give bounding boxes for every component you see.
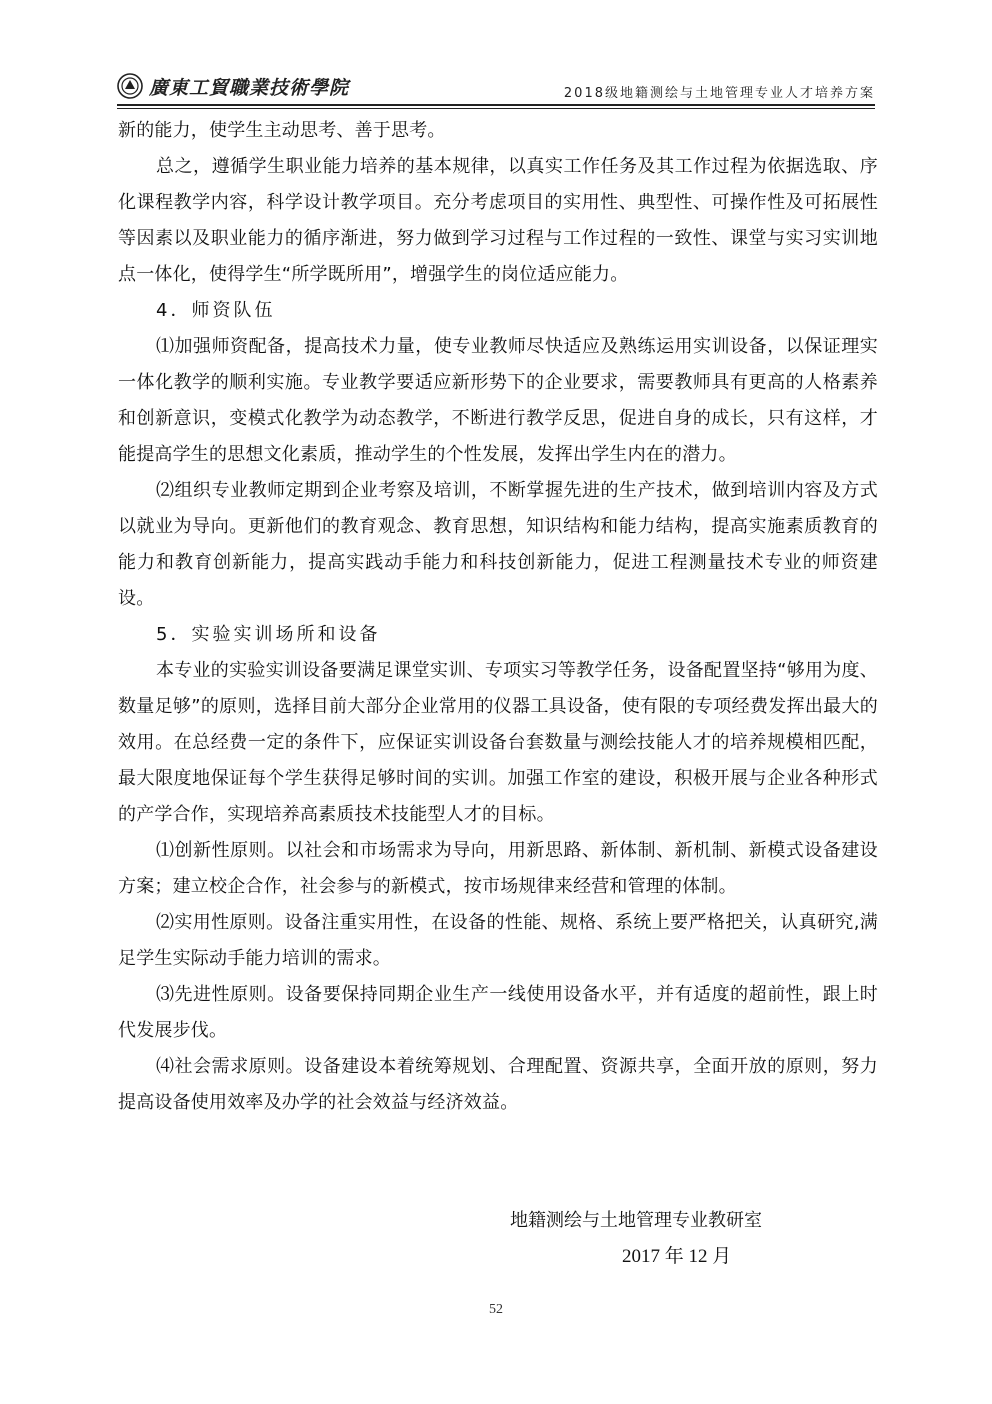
school-emblem-icon bbox=[117, 73, 143, 99]
section-heading: 5．实验实训场所和设备 bbox=[156, 624, 381, 645]
paragraph: ⑶先进性原则。设备要保持同期企业生产一线使用设备水平，并有适度的超前性，跟上时代发展步伐。 bbox=[118, 984, 878, 1041]
signature-department: 地籍测绘与土地管理专业教研室 bbox=[510, 1210, 762, 1231]
paragraph: ⑴加强师资配备，提高技术力量，使专业教师尽快适应及熟练运用实训设备，以保证理实一体化教学的顺利实施。专业教学要适应新形势下的企业要求，需要教师具有更高的人格素养和创新意识，变模式化教学为动态教学，不断进行教学反思，促进自身的成长，只有这样，才能提高学生的思想文化素质，推动学生的个性发展，发挥出学生内在的潜力。 bbox=[118, 336, 878, 465]
paragraph: 本专业的实验实训设备要满足课堂实训、专项实习等教学任务，设备配置坚持“够用为度、数量足够”的原则，选择目前大部分企业常用的仪器工具设备，使有限的专项经费发挥出最大的效用。在总经费一定的条件下，应保证实训设备台套数量与测绘技能人才的培养规模相匹配，最大限度地保证每个学生获得足够时间的实训。加强工作室的建设，积极开展与企业各种形式的产学合作，实现培养高素质技术技能型人才的目标。 bbox=[118, 660, 878, 825]
page-number: 52 bbox=[489, 1302, 503, 1317]
header-rule bbox=[117, 108, 875, 109]
paragraph: 总之，遵循学生职业能力培养的基本规律，以真实工作任务及其工作过程为依据选取、序化课程教学内容，科学设计教学项目。充分考虑项目的实用性、典型性、可操作性及可拓展性等因素以及职业能力的循序渐进，努力做到学习过程与工作过程的一致性、课堂与实习实训地点一体化，使得学生“所学既所用”，增强学生的岗位适应能力。 bbox=[118, 156, 878, 285]
paragraph: ⑷社会需求原则。设备建设本着统筹规划、合理配置、资源共享，全面开放的原则，努力提高设备使用效率及办学的社会效益与经济效益。 bbox=[118, 1056, 878, 1113]
paragraph: 新的能力，使学生主动思考、善于思考。 bbox=[118, 120, 446, 141]
paragraph: ⑵实用性原则。设备注重实用性，在设备的性能、规格、系统上要严格把关，认真研究,满足学生实际动手能力培训的需求。 bbox=[118, 912, 878, 969]
document-body bbox=[118, 113, 878, 1121]
document-title: 2018级地籍测绘与土地管理专业人才培养方案 bbox=[563, 86, 875, 101]
paragraph: ⑴创新性原则。以社会和市场需求为导向，用新思路、新体制、新机制、新模式设备建设方案；建立校企合作，社会参与的新模式，按市场规律来经营和管理的体制。 bbox=[118, 840, 878, 897]
section-heading: 4．师资队伍 bbox=[156, 300, 276, 321]
school-name: 廣東工貿職業技術學院 bbox=[149, 76, 350, 99]
school-logo bbox=[117, 71, 349, 101]
signature-date: 2017 年 12 月 bbox=[622, 1246, 732, 1267]
page-header bbox=[117, 68, 875, 106]
paragraph: ⑵组织专业教师定期到企业考察及培训，不断掌握先进的生产技术，做到培训内容及方式以就业为导向。更新他们的教育观念、教育思想，知识结构和能力结构，提高实施素质教育的能力和教育创新能力，提高实践动手能力和科技创新能力，促进工程测量技术专业的师资建设。 bbox=[118, 480, 878, 609]
